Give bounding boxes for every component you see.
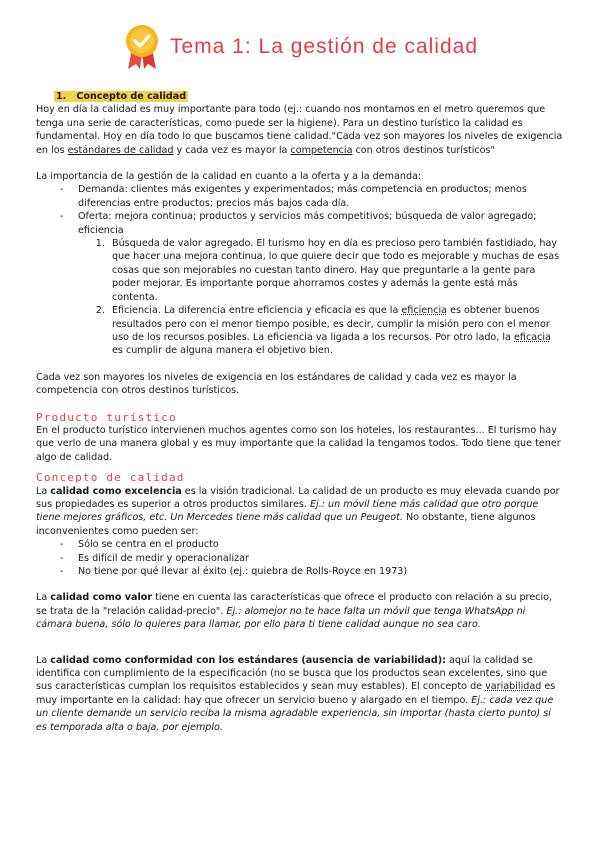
conf-text-c: aquí la calidad se identifica con cumplimiento de la especificación (no se busca que los productos sean excelentes, sino que sus características cumplan los requisitos establecidos y sean muy estables). El concepto de [36,654,548,693]
intro-text-b: y cada vez es mayor la [173,144,291,156]
valor-paragraph [36,591,564,631]
excelencia-paragraph [36,485,564,539]
conf-word: variabilidad [485,681,542,693]
eff-text-a: Eficiencia. La diferencia entre eficiencia y eficacia es que la [112,305,402,317]
exc-text-d: No obstante, tiene algunos inconvenientes como pueden ser: [36,512,536,537]
val-bold: calidad como valor [50,592,153,604]
exc-bold: calidad como excelencia [50,485,182,497]
conf-text-d: es muy importante en la calidad: hay que ofrecer un servicio bueno y alargado en el tiempo. [36,681,556,706]
numbered-list [36,237,564,358]
section-heading [54,90,188,103]
intro-underlined-2: competencia [290,144,353,156]
intro-paragraph [36,103,564,157]
intro-text-c: con otros destinos turísticos" [352,144,495,156]
val-text-a: La [36,592,51,604]
inconvenientes-list [36,538,564,578]
producto-heading: Producto turístico [36,410,177,424]
list-item: - Oferta: mejora continua; productos y servicios más competitivos; búsqueda de valor agregado; eficiencia [60,210,564,237]
val-text-c: tiene en cuenta las características que ofrece el producto con relación a su precio, se trata de la "relación calidad-precio". [36,592,553,617]
concepto-heading: Concepto de calidad [36,471,185,485]
conformidad-paragraph [36,654,564,734]
eff-word-1: eficiencia [401,305,448,317]
list-item: - Demanda: clientes más exigentes y experimentados; más competencia en productos; menos diferencias entre productos; precios más bajos cada día. [60,183,564,210]
title-row [0,22,600,72]
list-item [108,304,564,358]
exc-text-c: es la visión tradicional. La calidad de un producto es muy elevada cuando por sus propiedades es superior a otros productos similares. [36,485,560,510]
eff-text-c: es cumplir de alguna manera el objetivo bien. [112,345,333,357]
section-number: 1. [56,91,67,102]
eff-word-2: eficacia [514,331,551,343]
eff-text-b: es obtener buenos resultados pero con el menor tiempo posible, es decir, cumplir la misión pero con el menor uso de los recursos posibles. La eficiencia va ligada a los recursos. Por otro lado, la [112,305,550,343]
conf-text-a: La [36,654,51,666]
page-title: Tema 1: La gestión de calidad [169,35,479,58]
exc-italic: Ej.: un móvil tiene más calidad que otro porque tiene mejores gráficos, etc. Un Mercedes tiene más calidad que un Peugeot. [36,498,539,524]
exc-text-a: La [36,485,51,497]
list-item: 1. Búsqueda de valor agregado. El turismo hoy en día es precioso pero también fastidiado, hay que hacer una mejora continua, lo que quiere decir que todo es mejorable y muchas de esas cosas que son mejorables no cuestan tanto dinero. Hay que preguntarle a la gente para poder mejorar. Es importante porque ahorramos costes y además la gente está más contenta. [108,237,564,304]
demand-offer-list [36,183,564,237]
conf-bold: calidad como conformidad con los estándares (ausencia de variabilidad): [50,654,446,666]
importance-paragraph: La importancia de la gestión de la calidad en cuanto a la oferta y a la demanda: [36,171,422,183]
closing-paragraph: Cada vez son mayores los niveles de exigencia en los estándares de calidad y cada vez es mayor la competencia con otros destinos turísticos. [36,371,517,397]
list-item: - No tiene por qué llevar al éxito (ej.: quiebra de Rolls-Royce en 1973) [60,565,564,578]
val-italic: Ej.: alomejor no te hace falta un móvil que tenga WhatsApp ni cámara buena, sólo lo quieres para llamar, por ello para ti tiene calidad aunque no sea caro. [36,605,526,631]
medal-icon [122,23,162,71]
content-body [36,90,564,734]
section-heading-text: Concepto de calidad [76,91,187,102]
list-item: - Es difícil de medir y operacionalizar [60,552,564,565]
intro-underlined-1: estándares de calidad [67,144,174,156]
intro-text-a: Hoy en día la calidad es muy importante para todo (ej.: cuando nos montamos en el metro queremos que tenga una serie de características, como puede ser la higiene). Para un destino turístico la calidad es fundamental. Hoy en día todo lo que buscamos tiene calidad."Cada vez son mayores los niveles de exigencia en los [36,104,563,156]
conf-italic: Ej.: cada vez que un cliente demande un servicio reciba la misma agradable experiencia, sin importar (hasta cierto punto) si es temporada alta o baja, por ejemplo. [36,694,554,733]
producto-paragraph: En el producto turístico intervienen muchos agentes como son los hoteles, los restaurantes... El turismo hay que verlo de una manera global y es muy importante que la calidad la tengamos todos. Todo tiene que tener algo de calidad. [36,424,561,463]
list-item: - Sólo se centra en el producto [60,538,564,551]
